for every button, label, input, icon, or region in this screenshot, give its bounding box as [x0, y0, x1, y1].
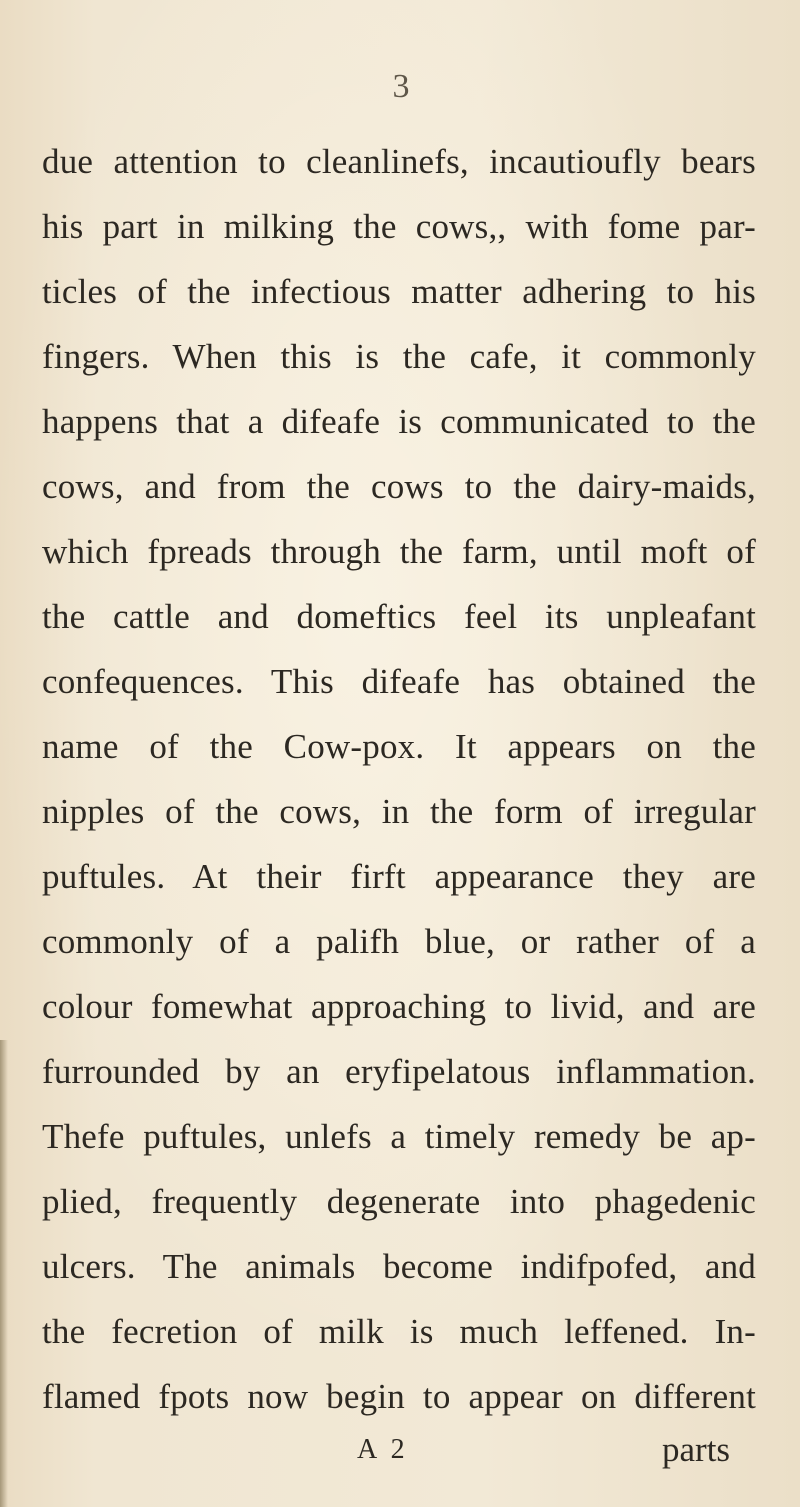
text-line: commonly of a palifh blue, or rather of a	[42, 922, 756, 961]
text-line: happens that a difeafe is communicated to the	[42, 402, 756, 441]
text-line: confequences. This difeafe has obtained the	[42, 662, 756, 701]
text-line: name of the Cow-pox. It appears on the	[42, 727, 756, 766]
text-line: ulcers. The animals become indifpofed, and	[42, 1247, 756, 1286]
text-line: Thefe puftules, unlefs a timely remedy be ap-	[42, 1117, 756, 1156]
text-line: furrounded by an eryfipelatous inflammation.	[42, 1052, 756, 1091]
text-line: the cattle and domeftics feel its unpleafant	[42, 597, 756, 636]
text-line: the fecretion of milk is much leffened. In-	[42, 1312, 756, 1351]
signature-mark: A 2	[357, 1434, 409, 1465]
text-line: cows, and from the cows to the dairy-maids,	[42, 467, 756, 506]
page-number: 3	[392, 68, 410, 105]
text-line: plied, frequently degenerate into phagedenic	[42, 1182, 756, 1221]
text-line: fingers. When this is the cafe, it commonly	[42, 337, 756, 376]
text-line: flamed fpots now begin to appear on different	[42, 1377, 756, 1416]
text-line: which fpreads through the farm, until moft of	[42, 532, 756, 571]
text-line: his part in milking the cows,, with fome par-	[42, 207, 756, 246]
text-line: ticles of the infectious matter adhering to his	[42, 272, 756, 311]
text-line: puftules. At their firft appearance they are	[42, 857, 756, 896]
page-edge-shadow	[0, 1040, 8, 1507]
text-line: nipples of the cows, in the form of irregular	[42, 792, 756, 831]
catchword: parts	[662, 1430, 731, 1469]
text-line: colour fomewhat approaching to livid, and are	[42, 987, 756, 1026]
text-line: due attention to cleanlinefs, incautioufly bears	[42, 142, 756, 181]
